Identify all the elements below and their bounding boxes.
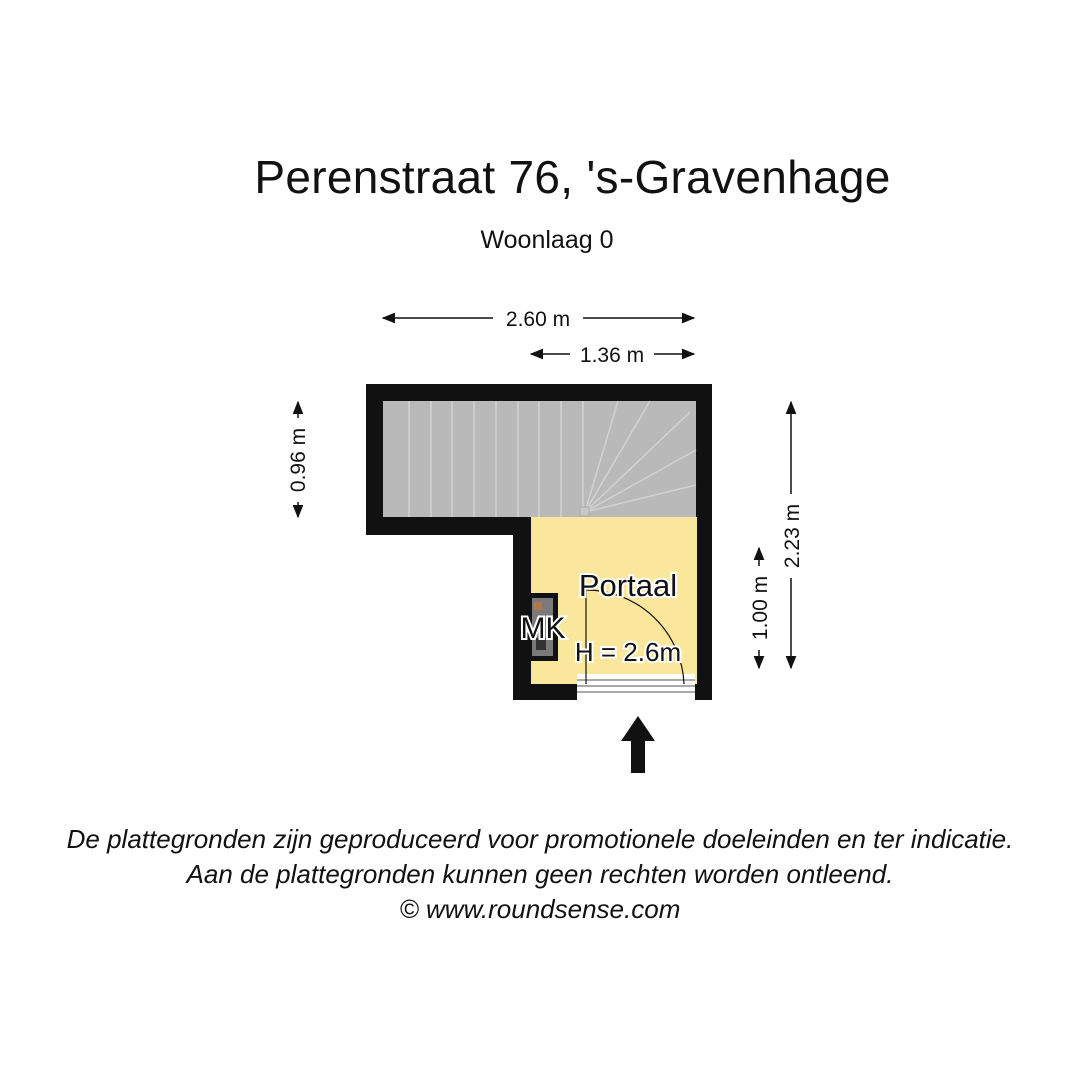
portal-depth-label: 1.00 m — [749, 575, 772, 641]
staircase — [383, 401, 696, 517]
room-name: Portaal — [578, 568, 678, 603]
entrance-arrow-icon — [621, 716, 655, 773]
meter-cabinet-label: MK — [520, 612, 566, 645]
disclaimer-line-1: De plattegronden zijn geproduceerd voor promotionele doeleinden en ter indicatie. — [66, 824, 1014, 854]
partial-width-label: 1.36 m — [579, 344, 645, 367]
copyright-line: © www.roundsense.com — [399, 894, 681, 924]
dimension-total-height — [781, 402, 804, 668]
dimension-portal-depth — [749, 548, 772, 668]
floor-label: Woonlaag 0 — [480, 226, 614, 254]
page-title: Perenstraat 76, 's-Gravenhage — [254, 151, 891, 203]
total-width-label: 2.60 m — [505, 308, 571, 331]
dimension-stair-depth — [287, 402, 310, 517]
ceiling-height: H = 2.6m — [574, 637, 682, 667]
total-height-label: 2.23 m — [781, 503, 804, 569]
disclaimer-line-2: Aan de plattegronden kunnen geen rechten worden ontleend. — [186, 859, 894, 889]
stair-depth-label: 0.96 m — [287, 427, 310, 493]
dimension-total-width — [383, 308, 694, 331]
dimension-partial-width — [531, 344, 694, 367]
